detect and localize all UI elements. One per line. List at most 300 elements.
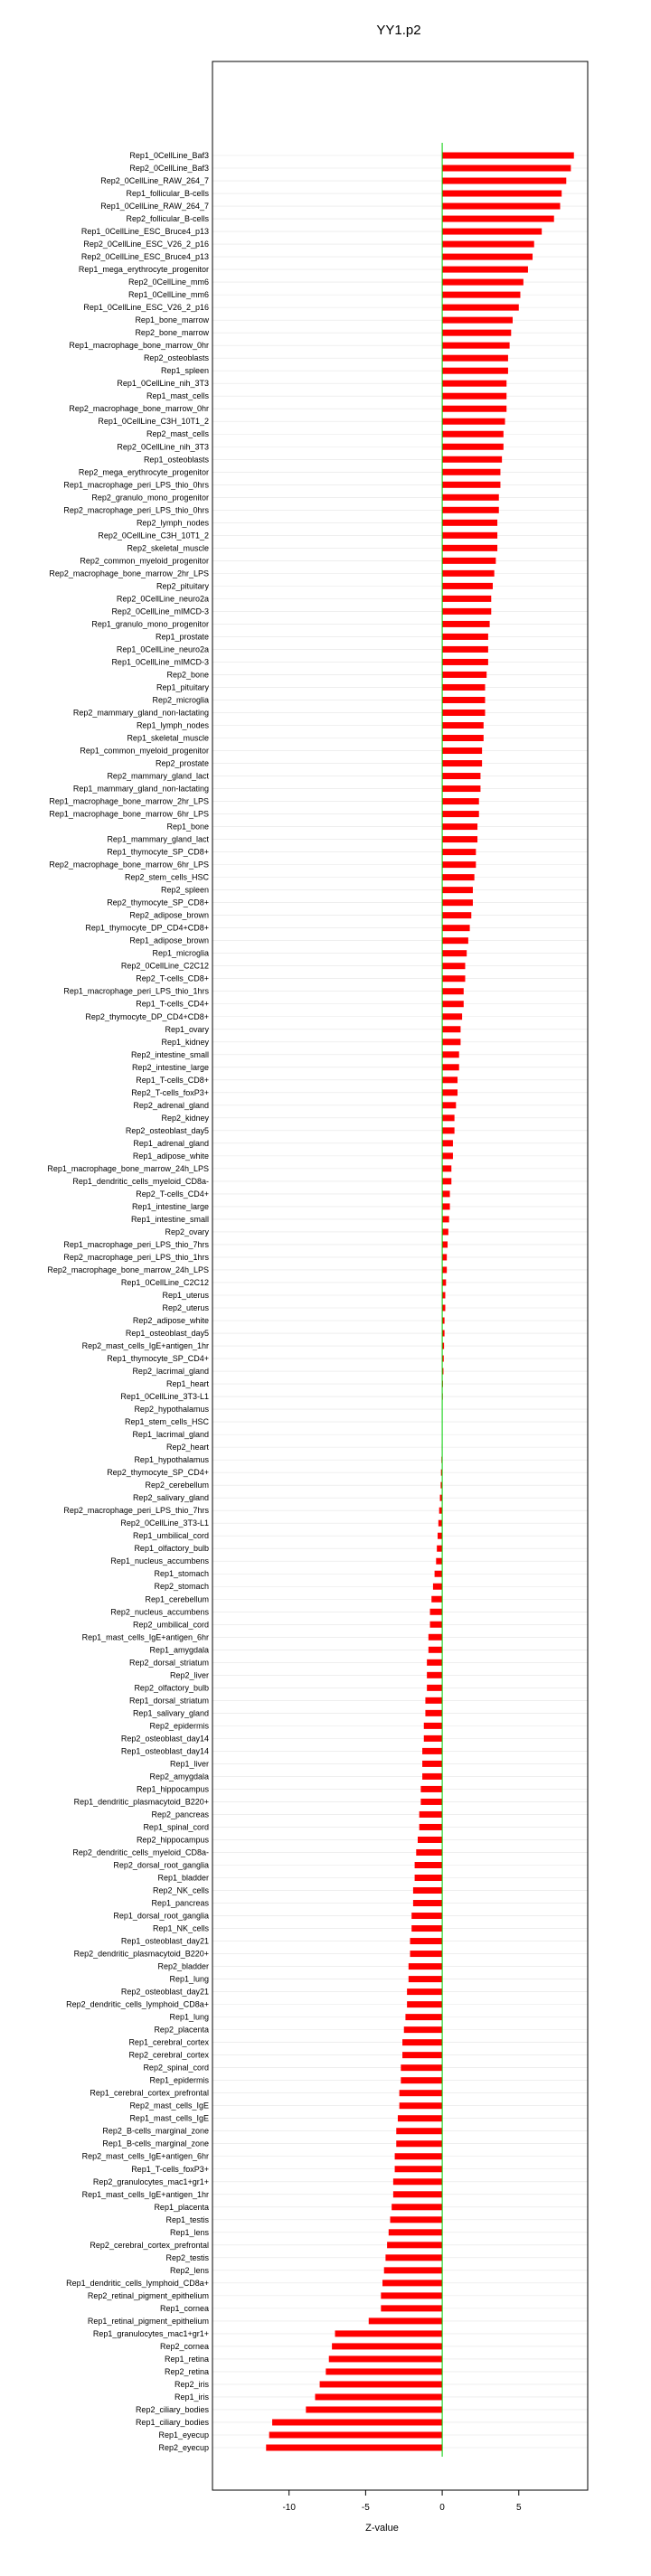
category-label: Rep1_hippocampus bbox=[136, 1784, 209, 1794]
category-label: Rep1_lens bbox=[169, 2227, 209, 2237]
bar bbox=[442, 1039, 460, 1045]
category-label: Rep2_NK_cells bbox=[152, 1885, 209, 1895]
category-label: Rep2_intestine_large bbox=[131, 1062, 209, 1072]
category-label: Rep2_lens bbox=[169, 2265, 209, 2275]
bar bbox=[442, 988, 464, 994]
bar bbox=[398, 2115, 442, 2121]
bar bbox=[442, 899, 473, 906]
category-label: Rep1_heart bbox=[165, 1379, 209, 1389]
category-label: Rep1_stomach bbox=[154, 1569, 209, 1579]
category-label: Rep2_0CellLine_mm6 bbox=[127, 277, 209, 287]
category-label: Rep2_0CellLine_ESC_Bruce4_p13 bbox=[80, 252, 209, 262]
category-label: Rep1_common_myeloid_progenitor bbox=[80, 746, 209, 756]
category-label: Rep1_intestine_large bbox=[131, 1201, 209, 1211]
x-tick-label: 5 bbox=[515, 2503, 522, 2513]
bar bbox=[404, 2026, 442, 2033]
bar bbox=[407, 1988, 442, 1995]
category-label: Rep1_placenta bbox=[154, 2202, 209, 2212]
bar bbox=[382, 2280, 442, 2286]
bar bbox=[442, 305, 519, 311]
bar bbox=[442, 887, 473, 893]
bar bbox=[442, 672, 486, 678]
bar bbox=[442, 330, 511, 336]
category-label: Rep2_iris bbox=[174, 2379, 209, 2389]
category-label: Rep1_macrophage_peri_LPS_thio_7hrs bbox=[63, 1239, 209, 1249]
bar bbox=[425, 1697, 442, 1704]
category-label: Rep2_pancreas bbox=[151, 1810, 209, 1819]
category-label: Rep2_ovary bbox=[165, 1227, 209, 1236]
category-label: Rep2_dorsal_root_ganglia bbox=[113, 1860, 209, 1870]
bar bbox=[430, 1609, 443, 1615]
bar bbox=[442, 1013, 462, 1020]
bar bbox=[430, 1622, 443, 1628]
bar bbox=[442, 456, 502, 463]
category-label: Rep1_thymocyte_SP_CD4+ bbox=[107, 1354, 209, 1364]
bar bbox=[422, 1748, 442, 1754]
category-label: Rep2_cornea bbox=[159, 2341, 209, 2351]
category-label: Rep2_placenta bbox=[154, 2025, 209, 2035]
category-label: Rep1_lung bbox=[169, 1974, 209, 1984]
bar bbox=[442, 925, 469, 931]
bar bbox=[442, 785, 480, 792]
bar bbox=[442, 1152, 453, 1159]
bar bbox=[442, 153, 574, 159]
category-label: Rep2_osteoblasts bbox=[143, 353, 209, 363]
category-label: Rep2_osteoblast_day5 bbox=[125, 1125, 209, 1135]
category-label: Rep2_stem_cells_HSC bbox=[124, 872, 209, 882]
bar bbox=[442, 950, 467, 956]
bar bbox=[442, 191, 561, 197]
bar bbox=[401, 2064, 442, 2071]
bar bbox=[442, 570, 495, 577]
category-label: Rep1_cornea bbox=[159, 2303, 209, 2313]
bar bbox=[409, 1976, 442, 1982]
category-label: Rep1_epidermis bbox=[149, 2075, 209, 2085]
category-label: Rep1_liver bbox=[169, 1759, 209, 1769]
category-label: Rep2_mast_cells_IgE+antigen_6hr bbox=[81, 2151, 209, 2161]
category-label: Rep1_pituitary bbox=[156, 682, 209, 692]
bar bbox=[442, 203, 560, 210]
category-label: Rep2_nucleus_accumbens bbox=[110, 1607, 209, 1617]
bar bbox=[385, 2254, 442, 2261]
x-tick-label: -10 bbox=[282, 2503, 296, 2513]
category-label: Rep1_dendritic_cells_myeloid_CD8a- bbox=[72, 1176, 209, 1186]
category-label: Rep2_cerebral_cortex_prefrontal bbox=[90, 2240, 209, 2250]
category-label: Rep2_kidney bbox=[161, 1113, 209, 1123]
bar bbox=[442, 684, 485, 691]
category-label: Rep1_dorsal_root_ganglia bbox=[113, 1911, 209, 1921]
bar bbox=[442, 1292, 445, 1298]
category-label: Rep1_ovary bbox=[165, 1024, 209, 1034]
category-label: Rep1_mast_cells_IgE+antigen_6hr bbox=[81, 1632, 209, 1642]
bar bbox=[442, 178, 566, 184]
bar bbox=[369, 2317, 442, 2324]
bar bbox=[442, 811, 479, 817]
bar bbox=[413, 1900, 442, 1906]
bar bbox=[442, 381, 506, 387]
category-label: Rep2_bladder bbox=[157, 1961, 209, 1971]
bar bbox=[436, 1558, 442, 1565]
category-label: Rep2_mast_cells bbox=[146, 429, 209, 439]
category-label: Rep1_cerebellum bbox=[145, 1594, 209, 1604]
bar bbox=[442, 444, 504, 450]
category-label: Rep1_NK_cells bbox=[152, 1923, 209, 1933]
category-label: Rep2_T-cells_CD4+ bbox=[136, 1189, 209, 1199]
bar bbox=[422, 1761, 442, 1767]
category-label: Rep1_adipose_brown bbox=[129, 935, 209, 945]
bar bbox=[405, 2014, 442, 2020]
bar bbox=[442, 507, 499, 513]
bar bbox=[442, 659, 488, 665]
bar bbox=[442, 634, 488, 640]
category-label: Rep1_macrophage_bone_marrow_24h_LPS bbox=[47, 1163, 209, 1173]
bar bbox=[411, 1913, 442, 1919]
category-label: Rep2_ciliary_bodies bbox=[135, 2404, 209, 2414]
category-label: Rep2_spinal_cord bbox=[143, 2063, 209, 2073]
category-label: Rep2_hippocampus bbox=[136, 1835, 209, 1845]
category-label: Rep1_follicular_B-cells bbox=[126, 189, 209, 199]
category-label: Rep2_dendritic_cells_lymphoid_CD8a+ bbox=[66, 1999, 209, 2009]
category-label: Rep1_mast_cells_IgE+antigen_1hr bbox=[81, 2189, 209, 2199]
category-label: Rep1_osteoblast_day5 bbox=[125, 1329, 209, 1339]
category-label: Rep1_macrophage_peri_LPS_thio_0hrs bbox=[63, 480, 209, 490]
category-label: Rep2_0CellLine_3T3-L1 bbox=[120, 1518, 209, 1528]
bar bbox=[306, 2406, 442, 2412]
bar bbox=[442, 823, 477, 830]
plot-frame bbox=[212, 61, 588, 2490]
category-label: Rep2_T-cells_foxP3+ bbox=[131, 1087, 209, 1097]
category-label: Rep2_0CellLine_ESC_V26_2_p16 bbox=[83, 240, 209, 249]
category-label: Rep1_lung bbox=[169, 2012, 209, 2022]
bar bbox=[442, 1001, 464, 1007]
bar bbox=[389, 2229, 442, 2235]
category-label: Rep2_dendritic_plasmacytoid_B220+ bbox=[73, 1949, 209, 1959]
bar bbox=[442, 583, 493, 589]
category-label: Rep1_cerebral_cortex bbox=[128, 2037, 209, 2047]
category-label: Rep1_iris bbox=[174, 2392, 209, 2402]
category-label: Rep2_thymocyte_DP_CD4+CD8+ bbox=[85, 1011, 209, 1021]
category-label: Rep1_osteoblast_day21 bbox=[120, 1936, 209, 1946]
bar bbox=[411, 1925, 442, 1932]
category-label: Rep1_osteoblasts bbox=[143, 455, 209, 465]
category-label: Rep1_thymocyte_DP_CD4+CD8+ bbox=[85, 923, 209, 933]
bar bbox=[420, 1811, 442, 1818]
category-label: Rep2_cerebral_cortex bbox=[128, 2050, 209, 2060]
category-label: Rep2_macrophage_bone_marrow_6hr_LPS bbox=[49, 860, 209, 870]
bar bbox=[407, 2001, 442, 2007]
category-label: Rep1_spleen bbox=[160, 366, 209, 376]
bar bbox=[395, 2166, 443, 2172]
bar bbox=[390, 2216, 442, 2223]
category-label: Rep2_0CellLine_mIMCD-3 bbox=[111, 606, 209, 616]
category-label: Rep2_0CellLine_RAW_264_7 bbox=[100, 176, 209, 186]
bar bbox=[442, 963, 465, 969]
bar bbox=[442, 267, 528, 273]
category-label: Rep2_pituitary bbox=[156, 581, 209, 591]
bar bbox=[442, 418, 505, 425]
bar bbox=[442, 406, 506, 412]
bar bbox=[442, 1254, 447, 1260]
bar bbox=[442, 1089, 458, 1095]
category-label: Rep2_osteoblast_day14 bbox=[120, 1734, 209, 1744]
bar bbox=[269, 2431, 442, 2438]
category-label: Rep1_mast_cells bbox=[146, 391, 209, 401]
bar bbox=[442, 1127, 455, 1133]
category-label: Rep1_kidney bbox=[161, 1037, 209, 1047]
bar bbox=[424, 1723, 442, 1729]
category-label: Rep1_0CellLine_ESC_Bruce4_p13 bbox=[80, 227, 209, 237]
bar bbox=[433, 1584, 442, 1590]
bar bbox=[315, 2393, 442, 2400]
category-label: Rep2_macrophage_bone_marrow_0hr bbox=[69, 404, 209, 414]
category-label: Rep2_mega_erythrocyte_progenitor bbox=[78, 467, 209, 477]
bar bbox=[442, 368, 508, 374]
category-label: Rep1_cerebral_cortex_prefrontal bbox=[90, 2088, 209, 2098]
bar bbox=[422, 1773, 442, 1780]
category-label: Rep1_adipose_white bbox=[132, 1151, 209, 1161]
category-label: Rep1_dendritic_cells_lymphoid_CD8a+ bbox=[66, 2278, 209, 2288]
category-label: Rep1_mega_erythrocyte_progenitor bbox=[78, 265, 209, 275]
category-label: Rep2_adipose_brown bbox=[129, 910, 209, 920]
bar bbox=[425, 1710, 442, 1716]
bar bbox=[442, 1064, 459, 1070]
bar bbox=[442, 621, 490, 627]
bar bbox=[442, 1026, 460, 1032]
bar bbox=[442, 912, 471, 918]
category-label: Rep1_B-cells_marginal_zone bbox=[102, 2139, 209, 2148]
category-label: Rep2_cerebellum bbox=[145, 1481, 209, 1490]
bar bbox=[442, 646, 488, 653]
bar bbox=[410, 1938, 443, 1944]
bar bbox=[442, 1051, 459, 1058]
category-label: Rep1_mast_cells_IgE bbox=[129, 2113, 209, 2123]
bar bbox=[401, 2077, 442, 2083]
bar bbox=[409, 1963, 442, 1970]
category-label: Rep2_macrophage_peri_LPS_thio_1hrs bbox=[63, 1252, 209, 1262]
category-label: Rep1_uterus bbox=[162, 1290, 209, 1300]
category-label: Rep2_mammary_gland_non-lactating bbox=[72, 708, 209, 718]
category-label: Rep1_0CellLine_neuro2a bbox=[116, 644, 209, 654]
category-label: Rep1_0CellLine_C3H_10T1_2 bbox=[98, 417, 209, 427]
category-label: Rep1_0CellLine_Baf3 bbox=[129, 151, 209, 160]
bar bbox=[442, 1114, 455, 1121]
category-label: Rep1_macrophage_peri_LPS_thio_1hrs bbox=[63, 986, 209, 996]
category-label: Rep1_eyecup bbox=[158, 2430, 209, 2440]
category-label: Rep2_intestine_small bbox=[130, 1049, 209, 1059]
category-label: Rep2_spleen bbox=[160, 885, 209, 895]
category-label: Rep1_ciliary_bodies bbox=[135, 2417, 209, 2427]
category-label: Rep2_adipose_white bbox=[132, 1316, 209, 1326]
bar bbox=[442, 545, 497, 551]
bars bbox=[266, 153, 573, 2451]
bar bbox=[442, 1216, 449, 1222]
category-label: Rep2_osteoblast_day21 bbox=[120, 1987, 209, 1997]
category-label: Rep1_lacrimal_gland bbox=[132, 1430, 209, 1440]
category-label: Rep1_skeletal_muscle bbox=[127, 733, 209, 743]
category-label: Rep1_umbilical_cord bbox=[132, 1531, 209, 1541]
bar bbox=[442, 836, 477, 842]
category-label: Rep2_thymocyte_SP_CD8+ bbox=[107, 898, 209, 907]
bar bbox=[326, 2368, 442, 2374]
category-label: Rep2_0CellLine_Baf3 bbox=[129, 164, 209, 174]
bar bbox=[402, 2039, 442, 2045]
category-label: Rep2_macrophage_peri_LPS_thio_7hrs bbox=[63, 1506, 209, 1516]
bar bbox=[395, 2153, 443, 2159]
category-label: Rep1_T-cells_foxP3+ bbox=[131, 2164, 209, 2174]
category-label: Rep2_common_myeloid_progenitor bbox=[80, 556, 209, 566]
category-label: Rep1_retina bbox=[164, 2354, 209, 2364]
bar bbox=[442, 1241, 448, 1247]
bar bbox=[416, 1849, 442, 1856]
category-label: Rep2_lymph_nodes bbox=[136, 518, 209, 528]
category-label: Rep2_bone bbox=[166, 670, 209, 680]
category-label: Rep1_bone_marrow bbox=[135, 315, 209, 325]
category-label: Rep2_mast_cells_IgE bbox=[129, 2101, 209, 2111]
category-label: Rep1_hypothalamus bbox=[134, 1455, 209, 1465]
bar bbox=[424, 1735, 442, 1742]
bar bbox=[442, 469, 500, 475]
category-label: Rep2_dendritic_cells_myeloid_CD8a- bbox=[72, 1847, 209, 1857]
bar bbox=[442, 482, 500, 488]
bar bbox=[442, 798, 479, 804]
category-label: Rep2_macrophage_peri_LPS_thio_0hrs bbox=[63, 505, 209, 515]
bar bbox=[442, 494, 499, 501]
category-label: Rep2_granulo_mono_progenitor bbox=[91, 493, 209, 503]
category-label: Rep1_T-cells_CD8+ bbox=[136, 1075, 209, 1085]
bar bbox=[442, 874, 475, 880]
chart-title: YY1.p2 bbox=[376, 23, 421, 38]
bar bbox=[442, 1076, 458, 1083]
category-label: Rep2_bone_marrow bbox=[135, 328, 209, 338]
bar bbox=[439, 1520, 442, 1527]
category-label: Rep2_hypothalamus bbox=[134, 1405, 209, 1415]
category-label: Rep2_0CellLine_C2C12 bbox=[120, 961, 209, 971]
category-label: Rep1_macrophage_bone_marrow_2hr_LPS bbox=[49, 796, 209, 806]
category-label: Rep2_macrophage_bone_marrow_2hr_LPS bbox=[49, 569, 209, 578]
category-label: Rep1_prostate bbox=[155, 632, 209, 642]
category-label: Rep1_bone bbox=[166, 822, 209, 832]
bar bbox=[442, 292, 520, 298]
category-label: Rep2_0CellLine_neuro2a bbox=[116, 594, 209, 604]
bar bbox=[384, 2267, 442, 2273]
bar bbox=[442, 735, 484, 741]
bar bbox=[431, 1596, 442, 1603]
bar bbox=[442, 1102, 456, 1108]
bar bbox=[413, 1887, 442, 1894]
category-label: Rep2_0CellLine_C3H_10T1_2 bbox=[98, 531, 209, 541]
bar bbox=[381, 2292, 442, 2299]
x-tick-label: 0 bbox=[439, 2503, 445, 2513]
category-label: Rep2_follicular_B-cells bbox=[126, 214, 209, 224]
category-label: Rep1_nucleus_accumbens bbox=[110, 1556, 209, 1566]
category-label: Rep2_stomach bbox=[154, 1582, 209, 1592]
category-label: Rep2_salivary_gland bbox=[132, 1493, 209, 1503]
bar bbox=[442, 1165, 451, 1171]
category-label: Rep1_microglia bbox=[152, 948, 209, 958]
bar bbox=[429, 1647, 442, 1653]
bar bbox=[420, 1799, 442, 1805]
x-tick-label: -5 bbox=[361, 2503, 370, 2513]
bar bbox=[429, 1634, 442, 1641]
category-label: Rep2_heart bbox=[165, 1443, 209, 1453]
category-label: Rep1_osteoblast_day14 bbox=[120, 1746, 209, 1756]
bar bbox=[442, 355, 508, 362]
category-label: Rep2_testis bbox=[165, 2252, 209, 2262]
bar bbox=[272, 2419, 442, 2425]
category-label: Rep2_granulocytes_mac1+gr1+ bbox=[92, 2176, 209, 2186]
bar bbox=[442, 975, 465, 982]
bar bbox=[393, 2178, 442, 2185]
category-label: Rep2_B-cells_marginal_zone bbox=[102, 2126, 209, 2136]
category-label: Rep1_mammary_gland_non-lactating bbox=[72, 784, 209, 794]
bar bbox=[266, 2445, 442, 2451]
bar bbox=[442, 532, 497, 539]
bar bbox=[402, 2052, 442, 2058]
bar bbox=[442, 431, 504, 437]
bar bbox=[442, 1266, 447, 1273]
bar bbox=[442, 520, 497, 526]
bar bbox=[329, 2355, 442, 2362]
bar bbox=[332, 2343, 442, 2349]
bar bbox=[442, 216, 554, 222]
category-label: Rep1_stem_cells_HSC bbox=[124, 1417, 209, 1427]
bar bbox=[410, 1951, 443, 1957]
bar bbox=[442, 1178, 451, 1184]
category-label: Rep1_T-cells_CD4+ bbox=[136, 999, 209, 1009]
category-label: Rep2_mast_cells_IgE+antigen_1hr bbox=[81, 1341, 209, 1351]
category-label: Rep1_0CellLine_3T3-L1 bbox=[120, 1392, 209, 1402]
category-label: Rep1_spinal_cord bbox=[143, 1822, 209, 1832]
category-label: Rep1_testis bbox=[165, 2214, 209, 2224]
category-label: Rep2_umbilical_cord bbox=[132, 1620, 209, 1630]
category-label: Rep2_mammary_gland_lact bbox=[107, 771, 209, 781]
category-label: Rep1_pancreas bbox=[151, 1898, 209, 1908]
bar bbox=[442, 937, 468, 944]
bar bbox=[381, 2305, 442, 2311]
bar bbox=[442, 697, 485, 703]
category-label: Rep2_macrophage_bone_marrow_24h_LPS bbox=[47, 1264, 209, 1274]
category-labels bbox=[47, 151, 209, 2452]
category-label: Rep1_0CellLine_mIMCD-3 bbox=[111, 657, 209, 667]
bar bbox=[442, 165, 571, 172]
bar bbox=[427, 1659, 442, 1666]
category-label: Rep2_retina bbox=[164, 2366, 209, 2376]
bar bbox=[396, 2128, 442, 2134]
bar bbox=[418, 1837, 442, 1843]
bar bbox=[442, 596, 491, 602]
bar bbox=[442, 710, 485, 716]
bar bbox=[442, 229, 542, 235]
category-label: Rep2_retinal_pigment_epithelium bbox=[87, 2290, 209, 2300]
category-label: Rep1_0CellLine_mm6 bbox=[127, 290, 209, 300]
category-label: Rep1_bladder bbox=[157, 1873, 209, 1883]
bar bbox=[400, 2102, 442, 2109]
category-label: Rep1_retinal_pigment_epithelium bbox=[87, 2316, 209, 2326]
x-axis-title: Z-value bbox=[365, 2523, 399, 2534]
x-axis bbox=[282, 2490, 522, 2513]
category-label: Rep1_0CellLine_ESC_V26_2_p16 bbox=[83, 303, 209, 313]
bar bbox=[420, 1824, 442, 1830]
bar bbox=[438, 1533, 442, 1539]
category-label: Rep1_salivary_gland bbox=[132, 1708, 209, 1718]
category-label: Rep2_T-cells_CD8+ bbox=[136, 973, 209, 983]
category-label: Rep2_olfactory_bulb bbox=[134, 1683, 209, 1693]
category-label: Rep1_macrophage_bone_marrow_6hr_LPS bbox=[49, 809, 209, 819]
bar bbox=[442, 241, 534, 248]
bar bbox=[442, 849, 476, 855]
bar bbox=[442, 558, 495, 564]
category-label: Rep2_uterus bbox=[162, 1303, 209, 1313]
